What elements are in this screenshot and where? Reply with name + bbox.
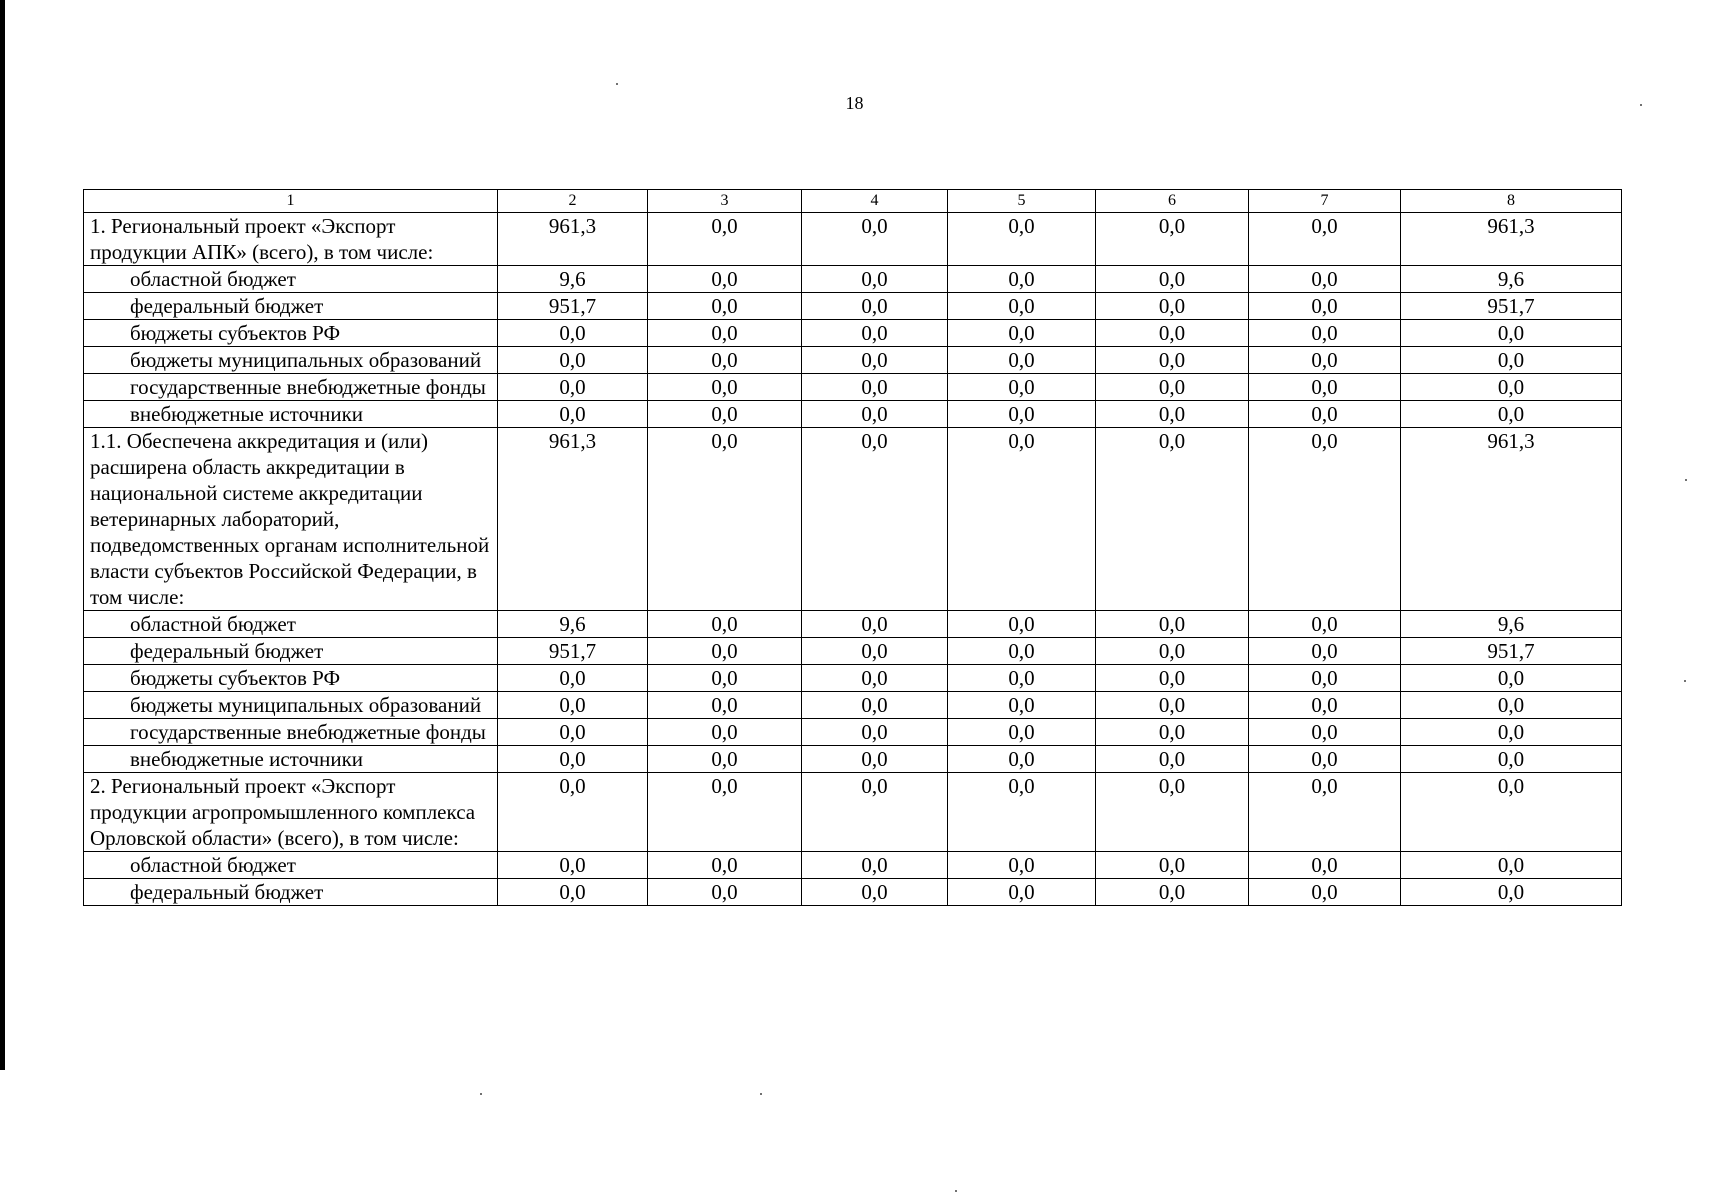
header-row	[84, 190, 1622, 213]
value-cell: 0,0	[948, 401, 1096, 428]
table-row	[84, 347, 1622, 374]
value-cell: 0,0	[648, 347, 802, 374]
value-cell: 0,0	[802, 320, 948, 347]
table-row	[84, 746, 1622, 773]
value-cell: 0,0	[1249, 719, 1401, 746]
value-cell: 0,0	[648, 266, 802, 293]
value-cell: 0,0	[1096, 347, 1249, 374]
table-row	[84, 665, 1622, 692]
value-cell: 0,0	[1401, 773, 1622, 852]
value-cell: 0,0	[802, 638, 948, 665]
value-cell: 0,0	[1096, 428, 1249, 611]
value-cell: 0,0	[1096, 638, 1249, 665]
value-cell: 0,0	[1249, 428, 1401, 611]
value-cell: 0,0	[648, 611, 802, 638]
row-label: 1. Региональный проект «Экспорт продукции АПК» (всего), в том числе:	[84, 213, 498, 266]
value-cell: 0,0	[1249, 401, 1401, 428]
value-cell: 0,0	[948, 374, 1096, 401]
value-cell: 0,0	[1096, 773, 1249, 852]
value-cell: 0,0	[648, 638, 802, 665]
table-row	[84, 852, 1622, 879]
value-cell: 0,0	[1096, 611, 1249, 638]
row-label: федеральный бюджет	[84, 638, 498, 665]
value-cell: 0,0	[1401, 401, 1622, 428]
value-cell: 0,0	[1096, 879, 1249, 906]
table-row	[84, 611, 1622, 638]
row-label: 2. Региональный проект «Экспорт продукции агропромышленного комплекса Орловской области» (всего), в том числе:	[84, 773, 498, 852]
value-cell: 0,0	[802, 719, 948, 746]
row-label: бюджеты муниципальных образований	[84, 692, 498, 719]
row-label: внебюджетные источники	[84, 401, 498, 428]
value-cell: 0,0	[948, 213, 1096, 266]
scan-speck	[1685, 479, 1687, 481]
scan-speck	[616, 83, 618, 85]
value-cell: 0,0	[1096, 852, 1249, 879]
value-cell: 961,3	[1401, 428, 1622, 611]
value-cell: 0,0	[802, 665, 948, 692]
value-cell: 0,0	[1249, 773, 1401, 852]
value-cell: 9,6	[498, 611, 648, 638]
value-cell: 0,0	[498, 879, 648, 906]
row-label: государственные внебюджетные фонды	[84, 719, 498, 746]
table-row	[84, 719, 1622, 746]
value-cell: 0,0	[948, 347, 1096, 374]
value-cell: 0,0	[498, 746, 648, 773]
value-cell: 0,0	[1401, 320, 1622, 347]
value-cell: 0,0	[1401, 692, 1622, 719]
row-label: бюджеты субъектов РФ	[84, 320, 498, 347]
value-cell: 0,0	[1096, 374, 1249, 401]
value-cell: 0,0	[948, 879, 1096, 906]
row-label: государственные внебюджетные фонды	[84, 374, 498, 401]
value-cell: 0,0	[802, 746, 948, 773]
column-header: 5	[948, 190, 1096, 213]
value-cell: 0,0	[802, 428, 948, 611]
value-cell: 0,0	[648, 213, 802, 266]
table-row	[84, 692, 1622, 719]
column-header: 3	[648, 190, 802, 213]
value-cell: 9,6	[1401, 611, 1622, 638]
value-cell: 0,0	[648, 665, 802, 692]
value-cell: 0,0	[498, 852, 648, 879]
value-cell: 0,0	[1401, 665, 1622, 692]
value-cell: 0,0	[1249, 374, 1401, 401]
row-label: областной бюджет	[84, 852, 498, 879]
value-cell: 951,7	[1401, 293, 1622, 320]
value-cell: 0,0	[648, 293, 802, 320]
value-cell: 0,0	[1249, 665, 1401, 692]
table-body	[84, 190, 1622, 906]
value-cell: 0,0	[1249, 638, 1401, 665]
value-cell: 0,0	[1249, 293, 1401, 320]
value-cell: 0,0	[1249, 347, 1401, 374]
table-row	[84, 320, 1622, 347]
value-cell: 951,7	[1401, 638, 1622, 665]
value-cell: 0,0	[802, 773, 948, 852]
value-cell: 0,0	[1096, 665, 1249, 692]
value-cell: 0,0	[648, 692, 802, 719]
value-cell: 0,0	[948, 773, 1096, 852]
table-row	[84, 374, 1622, 401]
value-cell: 0,0	[948, 428, 1096, 611]
row-label: бюджеты субъектов РФ	[84, 665, 498, 692]
table-row	[84, 401, 1622, 428]
budget-table	[83, 189, 1622, 906]
row-label: бюджеты муниципальных образований	[84, 347, 498, 374]
table-row	[84, 773, 1622, 852]
table-row	[84, 428, 1622, 611]
row-label: 1.1. Обеспечена аккредитация и (или) расширена область аккредитации в национальной системе аккредитации ветеринарных лабораторий, подведомственных органам исполнительной власти субъектов Российской Федерации, в том числе:	[84, 428, 498, 611]
table-row	[84, 879, 1622, 906]
row-label: федеральный бюджет	[84, 879, 498, 906]
value-cell: 961,3	[498, 428, 648, 611]
value-cell: 0,0	[948, 665, 1096, 692]
value-cell: 0,0	[648, 719, 802, 746]
scan-speck	[1684, 680, 1686, 682]
page-number: 18	[845, 93, 864, 113]
value-cell: 0,0	[1249, 692, 1401, 719]
row-label: областной бюджет	[84, 611, 498, 638]
value-cell: 0,0	[498, 773, 648, 852]
value-cell: 0,0	[648, 320, 802, 347]
value-cell: 0,0	[1096, 320, 1249, 347]
column-header: 7	[1249, 190, 1401, 213]
value-cell: 9,6	[1401, 266, 1622, 293]
value-cell: 0,0	[1249, 746, 1401, 773]
row-label: федеральный бюджет	[84, 293, 498, 320]
value-cell: 0,0	[948, 852, 1096, 879]
value-cell: 0,0	[1096, 266, 1249, 293]
value-cell: 951,7	[498, 293, 648, 320]
value-cell: 0,0	[1249, 266, 1401, 293]
value-cell: 0,0	[802, 852, 948, 879]
value-cell: 0,0	[1249, 611, 1401, 638]
value-cell: 0,0	[648, 428, 802, 611]
value-cell: 0,0	[648, 773, 802, 852]
value-cell: 0,0	[802, 266, 948, 293]
value-cell: 0,0	[802, 401, 948, 428]
row-label: внебюджетные источники	[84, 746, 498, 773]
value-cell: 0,0	[1401, 374, 1622, 401]
value-cell: 0,0	[948, 746, 1096, 773]
column-header: 8	[1401, 190, 1622, 213]
value-cell: 0,0	[948, 692, 1096, 719]
scan-speck	[1640, 104, 1642, 106]
row-label: областной бюджет	[84, 266, 498, 293]
value-cell: 0,0	[1249, 213, 1401, 266]
value-cell: 0,0	[1401, 852, 1622, 879]
scan-speck	[760, 1093, 762, 1095]
value-cell: 0,0	[498, 719, 648, 746]
value-cell: 0,0	[498, 347, 648, 374]
value-cell: 961,3	[1401, 213, 1622, 266]
value-cell: 0,0	[648, 852, 802, 879]
value-cell: 0,0	[1096, 746, 1249, 773]
value-cell: 0,0	[1096, 213, 1249, 266]
column-header: 4	[802, 190, 948, 213]
value-cell: 0,0	[948, 611, 1096, 638]
table-row	[84, 293, 1622, 320]
value-cell: 0,0	[648, 879, 802, 906]
value-cell: 0,0	[948, 266, 1096, 293]
value-cell: 0,0	[802, 611, 948, 638]
value-cell: 0,0	[1249, 879, 1401, 906]
value-cell: 0,0	[648, 374, 802, 401]
value-cell: 0,0	[1401, 879, 1622, 906]
value-cell: 0,0	[948, 320, 1096, 347]
value-cell: 0,0	[948, 293, 1096, 320]
value-cell: 0,0	[802, 692, 948, 719]
column-header: 2	[498, 190, 648, 213]
value-cell: 0,0	[1096, 401, 1249, 428]
value-cell: 0,0	[1401, 719, 1622, 746]
table-row	[84, 213, 1622, 266]
scan-speck	[955, 1190, 957, 1192]
column-header: 6	[1096, 190, 1249, 213]
value-cell: 0,0	[802, 347, 948, 374]
value-cell: 0,0	[498, 401, 648, 428]
value-cell: 0,0	[802, 293, 948, 320]
scan-edge	[0, 0, 5, 1070]
value-cell: 0,0	[948, 719, 1096, 746]
value-cell: 0,0	[1401, 347, 1622, 374]
value-cell: 0,0	[648, 401, 802, 428]
value-cell: 9,6	[498, 266, 648, 293]
value-cell: 0,0	[498, 665, 648, 692]
value-cell: 0,0	[802, 213, 948, 266]
value-cell: 961,3	[498, 213, 648, 266]
value-cell: 0,0	[1249, 320, 1401, 347]
value-cell: 0,0	[1401, 746, 1622, 773]
value-cell: 0,0	[802, 374, 948, 401]
column-header: 1	[84, 190, 498, 213]
scan-speck	[480, 1093, 482, 1095]
table-row	[84, 638, 1622, 665]
value-cell: 0,0	[948, 638, 1096, 665]
value-cell: 0,0	[1096, 293, 1249, 320]
value-cell: 0,0	[498, 692, 648, 719]
value-cell: 951,7	[498, 638, 648, 665]
value-cell: 0,0	[1249, 852, 1401, 879]
value-cell: 0,0	[1096, 719, 1249, 746]
value-cell: 0,0	[1096, 692, 1249, 719]
value-cell: 0,0	[802, 879, 948, 906]
value-cell: 0,0	[648, 746, 802, 773]
table-row	[84, 266, 1622, 293]
value-cell: 0,0	[498, 320, 648, 347]
value-cell: 0,0	[498, 374, 648, 401]
